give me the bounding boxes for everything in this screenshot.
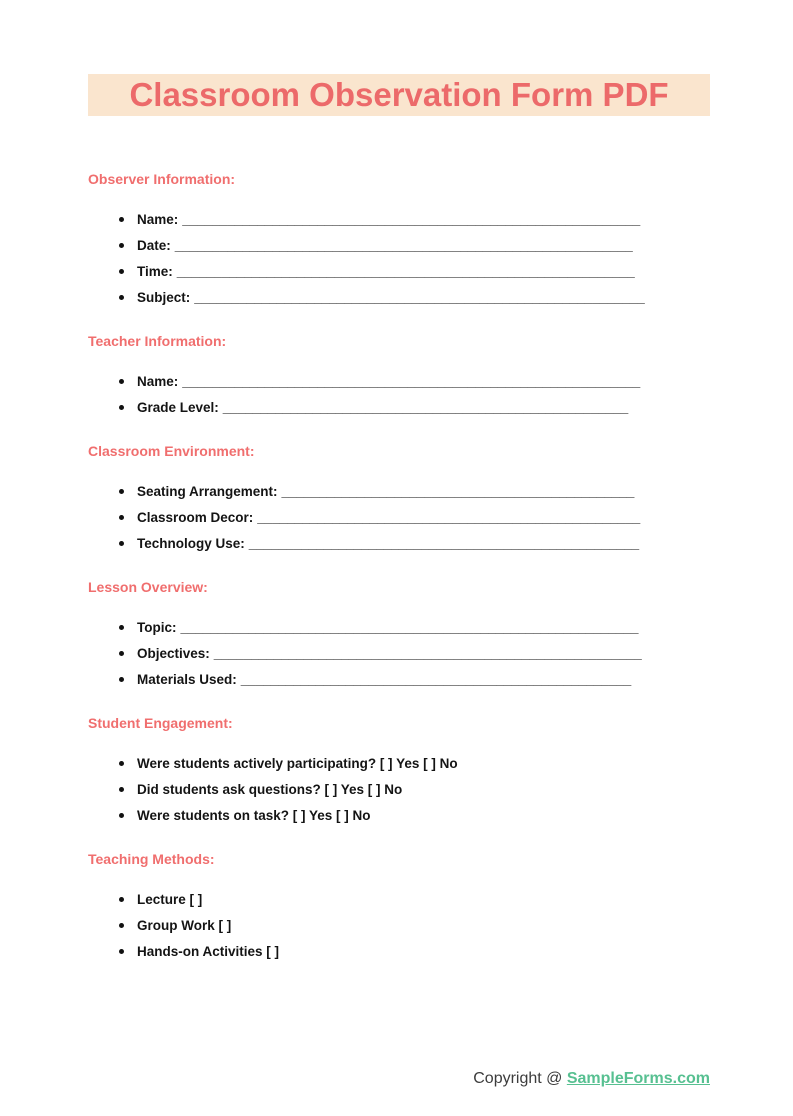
bullet-icon bbox=[119, 625, 124, 630]
fill-in-line: _____________________________________________________________ bbox=[182, 373, 641, 389]
section-heading: Student Engagement: bbox=[88, 715, 233, 731]
field-label: Seating Arrangement: bbox=[137, 483, 278, 499]
bullet-icon bbox=[119, 897, 124, 902]
page-title: Classroom Observation Form PDF bbox=[129, 76, 669, 113]
list-item bbox=[88, 368, 793, 394]
field-label: Group Work [ ] bbox=[137, 917, 232, 933]
bullet-list bbox=[88, 368, 793, 420]
list-item bbox=[88, 284, 793, 310]
bullet-icon bbox=[119, 515, 124, 520]
form-section bbox=[88, 579, 793, 692]
field-label: Technology Use: bbox=[137, 535, 245, 551]
bullet-list bbox=[88, 886, 793, 964]
fill-in-line: ____________________________________________________ bbox=[248, 535, 640, 551]
section-heading: Teaching Methods: bbox=[88, 851, 215, 867]
list-item bbox=[88, 886, 793, 912]
bullet-icon bbox=[119, 379, 124, 384]
fill-in-line: ____________________________________________________ bbox=[240, 671, 632, 687]
bullet-list bbox=[88, 206, 793, 310]
bullet-list bbox=[88, 614, 793, 692]
list-item bbox=[88, 912, 793, 938]
bullet-icon bbox=[119, 949, 124, 954]
bullet-icon bbox=[119, 295, 124, 300]
list-item bbox=[88, 776, 793, 802]
bullet-icon bbox=[119, 813, 124, 818]
list-item bbox=[88, 478, 793, 504]
field-label: Grade Level: bbox=[137, 399, 219, 415]
bullet-icon bbox=[119, 651, 124, 656]
footer bbox=[473, 1070, 710, 1088]
bullet-icon bbox=[119, 787, 124, 792]
list-item bbox=[88, 938, 793, 964]
fill-in-line: _____________________________________________________________ bbox=[182, 211, 641, 227]
bullet-icon bbox=[119, 541, 124, 546]
field-label: Lecture [ ] bbox=[137, 891, 203, 907]
form-section bbox=[88, 333, 793, 420]
list-item bbox=[88, 206, 793, 232]
form-sections bbox=[0, 171, 793, 964]
field-label: Subject: bbox=[137, 289, 191, 305]
list-item bbox=[88, 504, 793, 530]
list-item bbox=[88, 666, 793, 692]
section-heading: Teacher Information: bbox=[88, 333, 227, 349]
form-section bbox=[88, 715, 793, 828]
bullet-icon bbox=[119, 269, 124, 274]
bullet-list bbox=[88, 478, 793, 556]
field-label: Were students on task? [ ] Yes [ ] No bbox=[137, 807, 371, 823]
list-item bbox=[88, 394, 793, 420]
fill-in-line: ______________________________________________________ bbox=[222, 399, 629, 415]
bullet-list bbox=[88, 750, 793, 828]
list-item bbox=[88, 802, 793, 828]
fill-in-line: _________________________________________________________ bbox=[213, 645, 642, 661]
list-item bbox=[88, 640, 793, 666]
list-item bbox=[88, 750, 793, 776]
field-label: Objectives: bbox=[137, 645, 210, 661]
fill-in-line: _____________________________________________________________ bbox=[174, 237, 633, 253]
fill-in-line: ____________________________________________________________ bbox=[194, 289, 645, 305]
section-heading: Observer Information: bbox=[88, 171, 236, 187]
field-label: Hands-on Activities [ ] bbox=[137, 943, 280, 959]
title-banner bbox=[88, 74, 710, 116]
copyright-text: Copyright @ bbox=[473, 1070, 567, 1087]
fill-in-line: _____________________________________________________________ bbox=[180, 619, 639, 635]
bullet-icon bbox=[119, 761, 124, 766]
list-item bbox=[88, 614, 793, 640]
bullet-icon bbox=[119, 405, 124, 410]
field-label: Date: bbox=[137, 237, 171, 253]
bullet-icon bbox=[119, 217, 124, 222]
section-heading: Classroom Environment: bbox=[88, 443, 255, 459]
list-item bbox=[88, 232, 793, 258]
list-item bbox=[88, 530, 793, 556]
fill-in-line: _____________________________________________________________ bbox=[176, 263, 635, 279]
field-label: Time: bbox=[137, 263, 173, 279]
field-label: Did students ask questions? [ ] Yes [ ] No bbox=[137, 781, 403, 797]
field-label: Materials Used: bbox=[137, 671, 237, 687]
fill-in-line: ___________________________________________________ bbox=[257, 509, 641, 525]
list-item bbox=[88, 258, 793, 284]
bullet-icon bbox=[119, 677, 124, 682]
form-section bbox=[88, 443, 793, 556]
bullet-icon bbox=[119, 923, 124, 928]
form-section bbox=[88, 851, 793, 964]
field-label: Were students actively participating? [ ] Yes [ ] No bbox=[137, 755, 458, 771]
bullet-icon bbox=[119, 489, 124, 494]
bullet-icon bbox=[119, 243, 124, 248]
section-heading: Lesson Overview: bbox=[88, 579, 208, 595]
field-label: Name: bbox=[137, 373, 179, 389]
form-section bbox=[88, 171, 793, 310]
field-label: Topic: bbox=[137, 619, 177, 635]
field-label: Classroom Decor: bbox=[137, 509, 254, 525]
field-label: Name: bbox=[137, 211, 179, 227]
sampleforms-link[interactable]: SampleForms.com bbox=[566, 1070, 710, 1087]
fill-in-line: _______________________________________________ bbox=[281, 483, 635, 499]
